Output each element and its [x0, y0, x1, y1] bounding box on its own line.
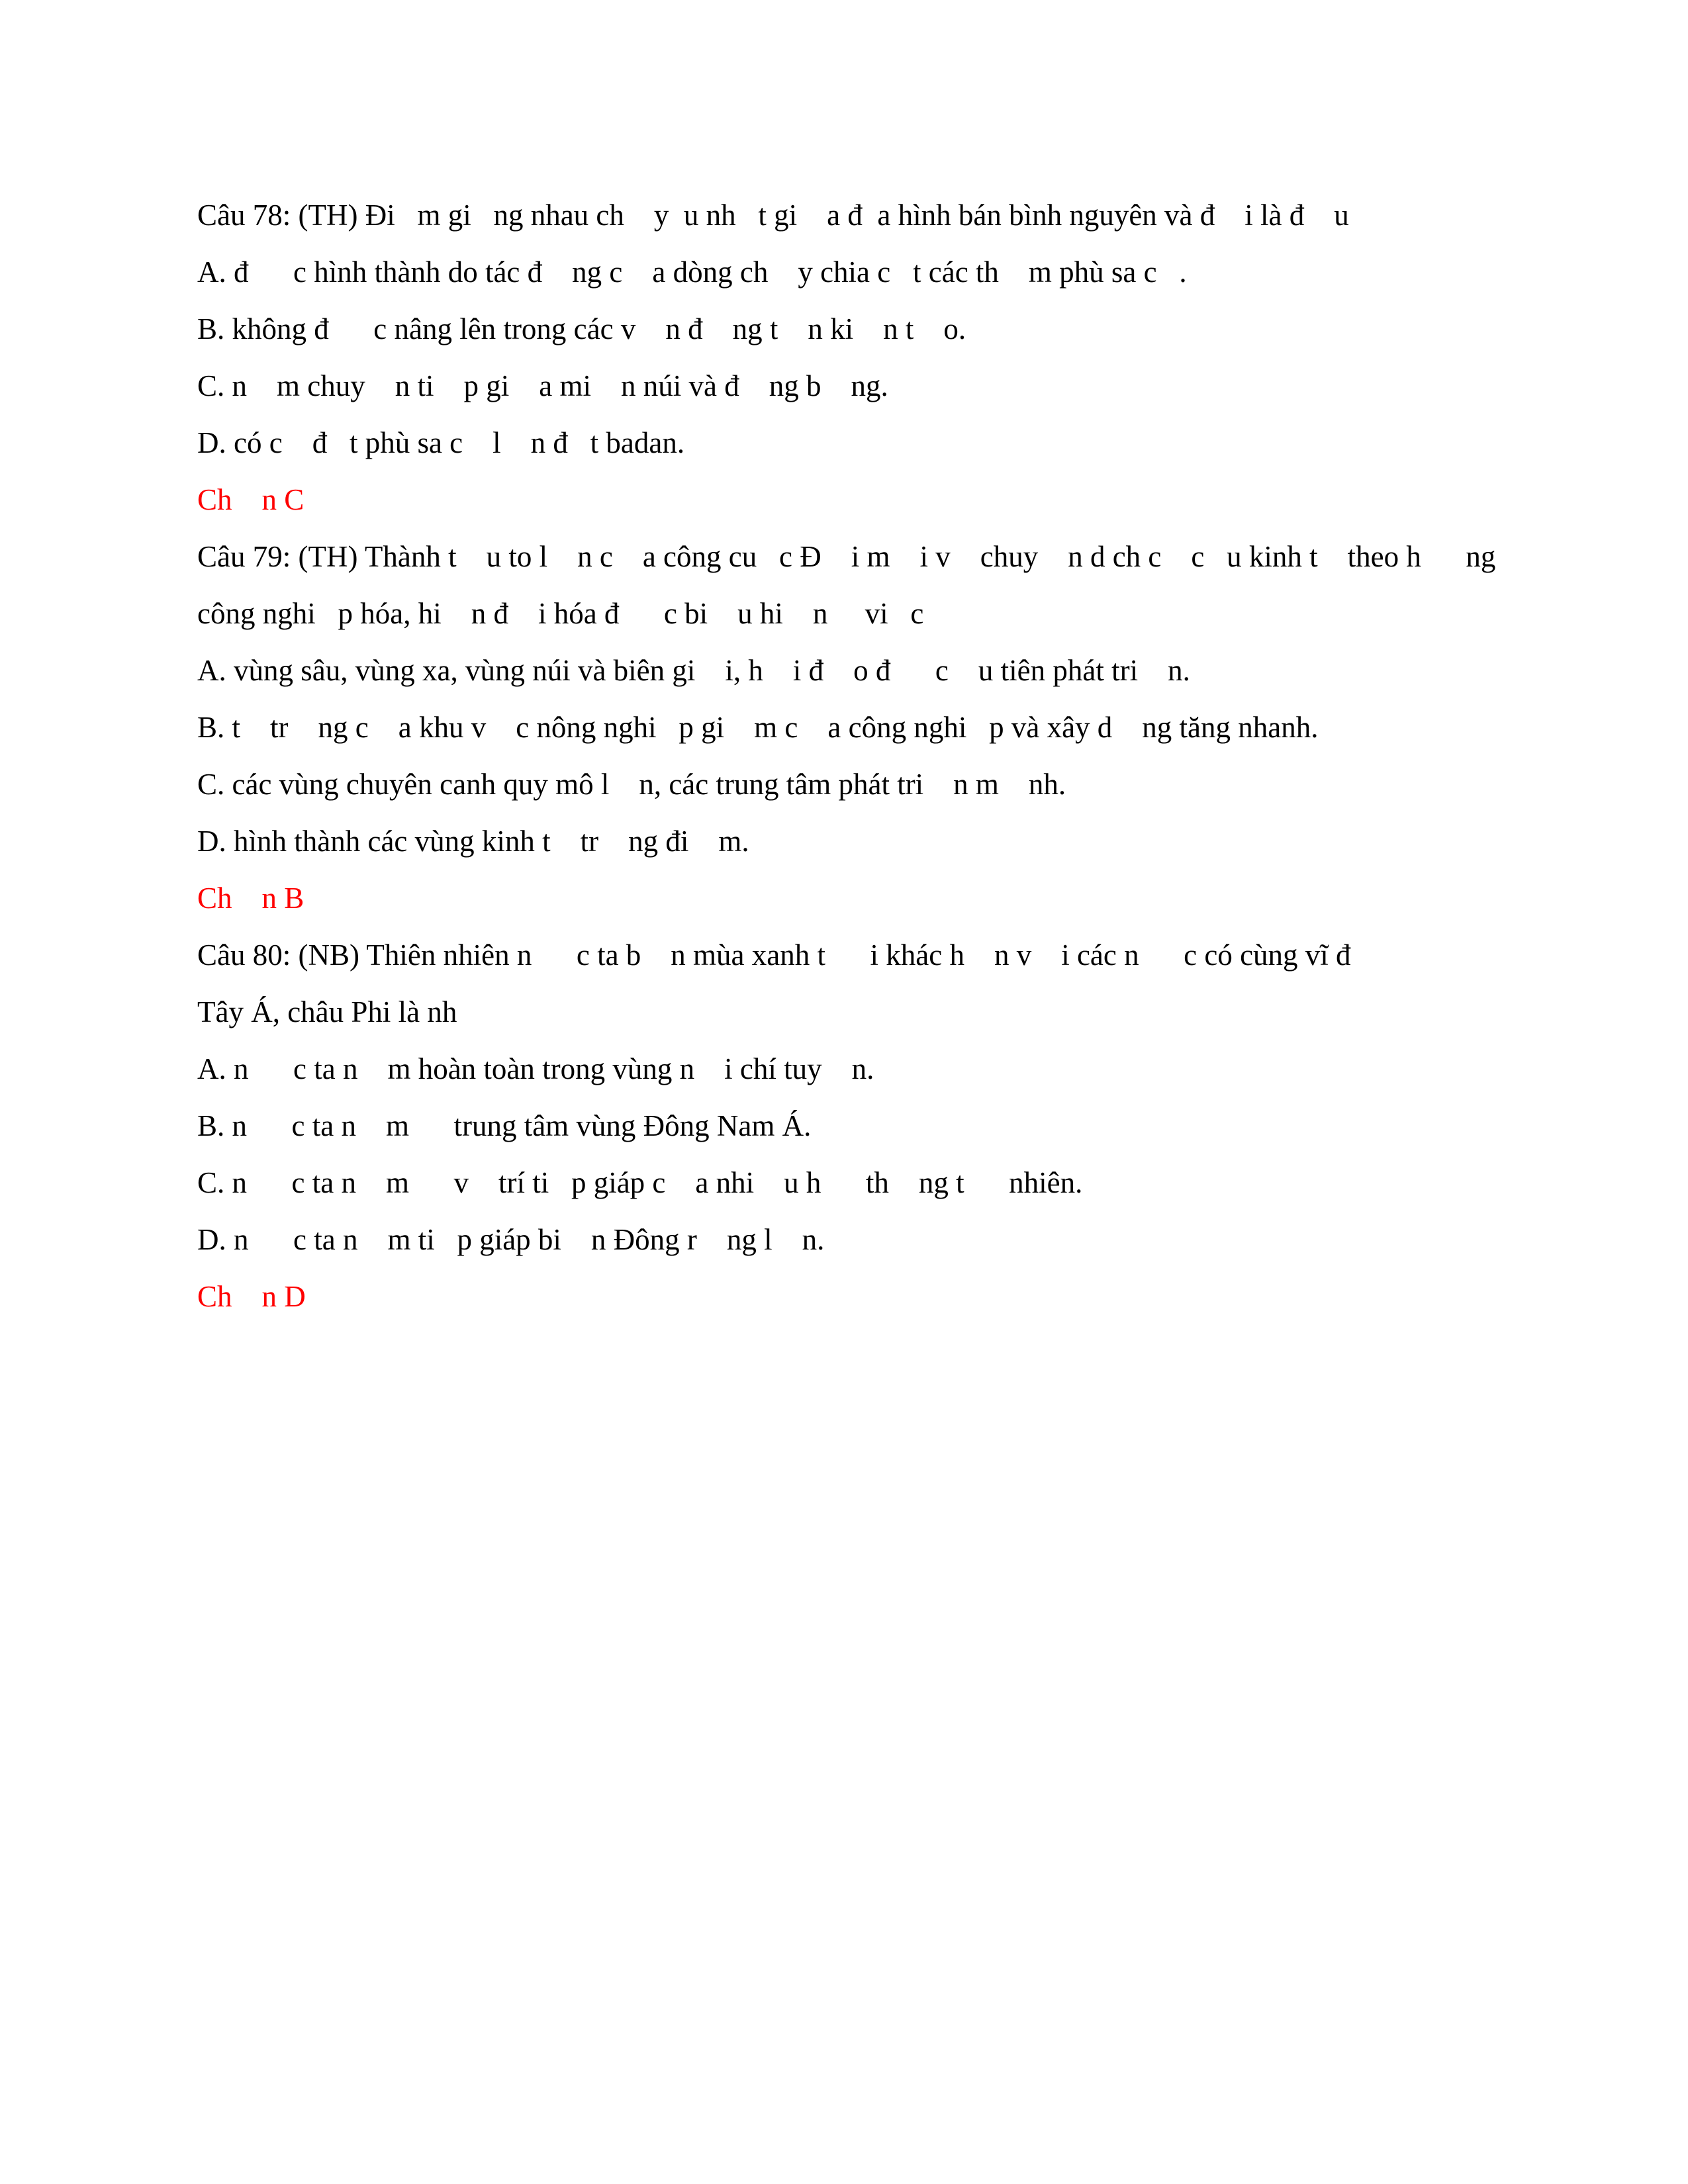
- question-80-line-1: Câu 80: (NB) Thiên nhiên n c ta b n mùa xanh t i khác h n v i các n c có cùng vĩ đ: [197, 938, 1351, 972]
- question-79-line-1: Câu 79: (TH) Thành t u to l n c a công cu c Đ i m i v chuy n d ch c c u kinh t theo h ng: [197, 540, 1496, 573]
- question-79-option-b: B. t tr ng c a khu v c nông nghi p gi m c a công nghi p và xây d ng tăng nhanh.: [197, 711, 1319, 744]
- question-80-option-a: A. n c ta n m hoàn toàn trong vùng n i chí tuy n.: [197, 1052, 874, 1085]
- question-79-line-2: công nghi p hóa, hi n đ i hóa đ c bi u hi n vi c: [197, 597, 924, 630]
- question-79-option-a: A. vùng sâu, vùng xa, vùng núi và biên gi i, h i đ o đ c u tiên phát tri n.: [197, 654, 1190, 687]
- question-79-answer: Ch n B: [197, 882, 305, 915]
- question-80-option-d: D. n c ta n m ti p giáp bi n Đông r ng l n.: [197, 1223, 825, 1256]
- question-80-line-2: Tây Á, châu Phi là nh: [197, 995, 457, 1028]
- question-78-option-b: B. không đ c nâng lên trong các v n đ ng t n ki n t o.: [197, 312, 966, 345]
- question-78-answer: Ch n C: [197, 483, 305, 516]
- question-78-option-c: C. n m chuy n ti p gi a mi n núi và đ ng b ng.: [197, 369, 888, 402]
- question-78-option-a: A. đ c hình thành do tác đ ng c a dòng ch y chia c t các th m phù sa c .: [197, 255, 1187, 289]
- question-80-option-b: B. n c ta n m trung tâm vùng Đông Nam Á.: [197, 1109, 812, 1142]
- question-80-answer: Ch n D: [197, 1280, 306, 1313]
- question-79-option-d: D. hình thành các vùng kinh t tr ng đi m.: [197, 825, 749, 858]
- question-80-option-c: C. n c ta n m v trí ti p giáp c a nhi u h th ng t nhiên.: [197, 1166, 1083, 1199]
- question-78-option-d: D. có c đ t phù sa c l n đ t badan.: [197, 426, 685, 459]
- question-78: Câu 78: (TH) Đi m gi ng nhau ch y u nh t gi a đ a hình bán bình nguyên và đ i là đ u: [197, 199, 1349, 232]
- question-79-option-c: C. các vùng chuyên canh quy mô l n, các trung tâm phát tri n m nh.: [197, 768, 1066, 801]
